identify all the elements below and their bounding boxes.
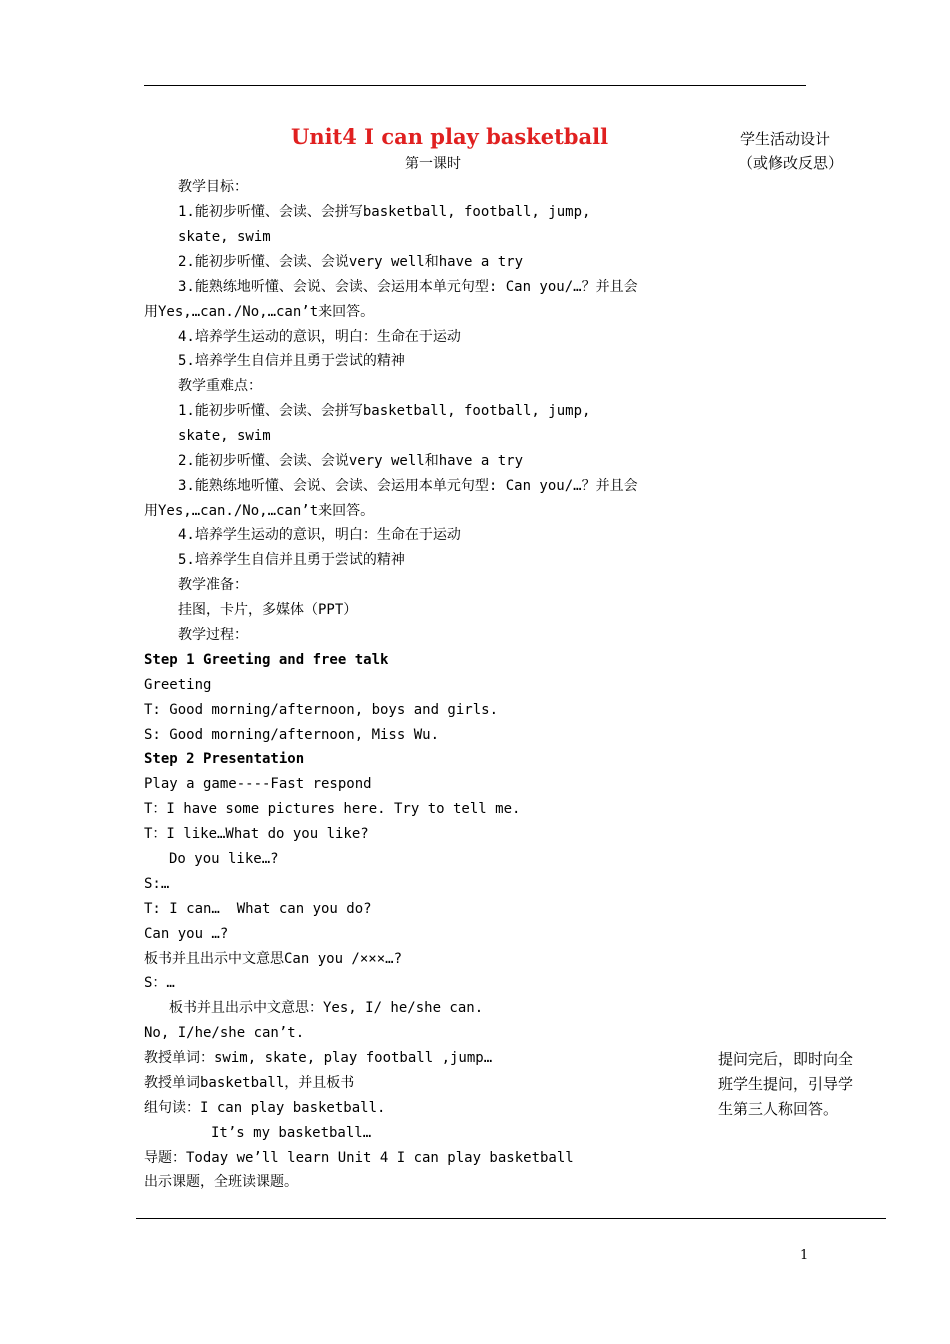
body-line: S：… (144, 975, 175, 991)
side-column-heading: 学生活动设计 (740, 130, 831, 148)
body-line: 2.能初步听懂、会读、会说very well和have a try (178, 453, 524, 469)
body-line: 出示课题，全班读课题。 (144, 1174, 298, 1190)
body-line: No, I/he/she can’t. (144, 1025, 305, 1041)
body-line: skate, swim (178, 229, 271, 245)
body-line: 4.培养学生运动的意识，明白：生命在于运动 (178, 329, 461, 345)
body-line: 5.培养学生自信并且勇于尝试的精神 (178, 552, 405, 568)
body-line: 5.培养学生自信并且勇于尝试的精神 (178, 353, 405, 369)
body-line: 教授单词：swim, skate, play football ,jump… (144, 1050, 493, 1066)
body-line: 2.能初步听懂、会读、会说very well和have a try (178, 254, 524, 270)
footer-rule (136, 1218, 886, 1219)
body-line: 教学过程： (178, 627, 248, 643)
body-line: 教学准备： (178, 577, 248, 593)
body-line: S: Good morning/afternoon, Miss Wu. (144, 727, 440, 743)
lesson-period: 第一课时 (405, 156, 461, 172)
body-line: 教授单词basketball，并且板书 (144, 1075, 355, 1091)
body-line: 1.能初步听懂、会读、会拼写basketball, football, jump, (178, 403, 591, 419)
body-line: 用Yes,…can./No,…can’t来回答。 (144, 304, 375, 320)
body-line: 3.能熟练地听懂、会说、会读、会运用本单元句型: Can you/…？并且会 (178, 279, 638, 295)
body-line: T: I can… What can you do? (144, 901, 372, 917)
body-line: 教学重难点： (178, 378, 262, 394)
step-heading: Step 1 Greeting and free talk (144, 652, 389, 668)
body-line: 板书并且出示中文意思：Yes, I/ he/she can. (169, 1000, 484, 1016)
body-line: T: Good morning/afternoon, boys and girls. (144, 702, 499, 718)
body-line: 板书并且出示中文意思Can you /×××…? (144, 951, 403, 967)
side-column-subheading: （或修改反思） (738, 154, 844, 172)
header-rule (144, 85, 806, 86)
body-line: Do you like…? (169, 851, 279, 867)
body-line: Play a game----Fast respond (144, 776, 372, 792)
page-number: 1 (800, 1248, 809, 1263)
side-note-line: 班学生提问，引导学 (718, 1075, 854, 1093)
body-line: skate, swim (178, 428, 271, 444)
body-line: 导题：Today we’ll learn Unit 4 I can play basketball (144, 1150, 574, 1166)
body-line: 1.能初步听懂、会读、会拼写basketball, football, jump, (178, 204, 591, 220)
body-line: It’s my basketball… (211, 1125, 372, 1141)
body-line: Greeting (144, 677, 212, 693)
step-heading: Step 2 Presentation (144, 751, 305, 767)
body-line: 4.培养学生运动的意识，明白：生命在于运动 (178, 527, 461, 543)
side-note-line: 提问完后，即时向全 (718, 1050, 854, 1068)
body-line: T：I have some pictures here. Try to tell me. (144, 801, 521, 817)
body-line: 挂图，卡片，多媒体（PPT） (178, 602, 358, 618)
document-title: Unit4 I can play basketball (291, 124, 609, 149)
body-line: Can you …? (144, 926, 229, 942)
side-note-line: 生第三人称回答。 (718, 1100, 839, 1118)
body-line: T：I like…What do you like? (144, 826, 369, 842)
body-line: S:… (144, 876, 170, 892)
body-line: 3.能熟练地听懂、会说、会读、会运用本单元句型: Can you/…？并且会 (178, 478, 638, 494)
body-line: 教学目标： (178, 179, 248, 195)
body-line: 组句读：I can play basketball. (144, 1100, 386, 1116)
body-line: 用Yes,…can./No,…can’t来回答。 (144, 503, 375, 519)
